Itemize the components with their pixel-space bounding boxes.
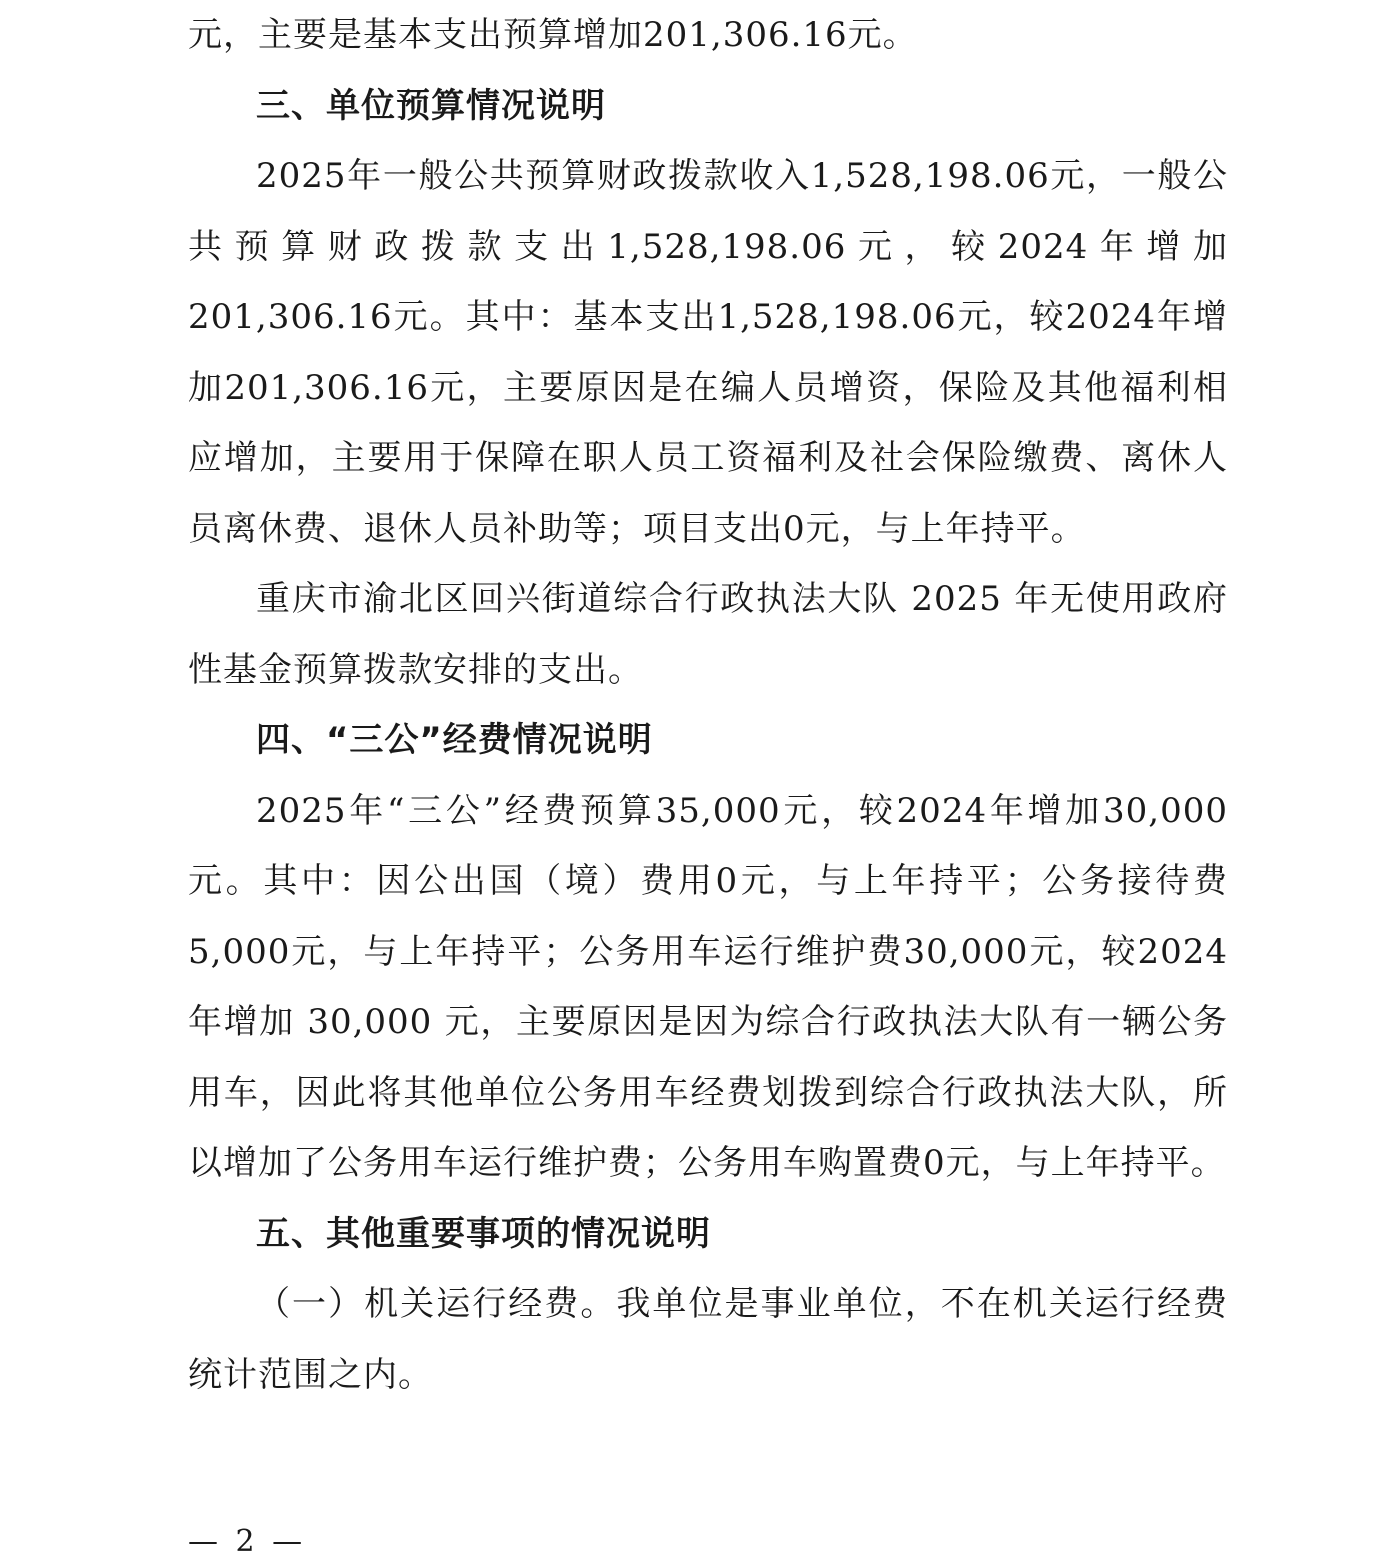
budget-paragraph: 2025年一般公共预算财政拨款收入1,528,198.06元，一般公共预算财政拨款支出1,528,198.06元，较2024年增加201,306.16元。其中：基本支出1,528,198.06元，较2024年增加201,306.16元，主要原因是在编人员增资，保险及其他福利相应增加，主要用于保障在职人员工资福利及社会保险缴费、离休人员离休费、退休人员补助等；项目支出0元，与上年持平。 — [188, 156, 1228, 549]
page-number: — 2 — — [188, 1524, 307, 1559]
section-heading-4: 四、“三公”经费情况说明 — [256, 720, 653, 760]
three-public-paragraph: 2025年“三公”经费预算35,000元，较2024年增加30,000元。其中：因公出国（境）费用0元，与上年持平；公务接待费5,000元，与上年持平；公务用车运行维护费30,000元，较2024年增加 30,000 元，主要原因是因为综合行政执法大队有一辆公务用车，因此将其他单位公务用车经费划拨到综合行政执法大队，所以增加了公务用车运行维护费；公务用车购置费0元，与上年持平。 — [188, 790, 1228, 1183]
section-heading-3: 三、单位预算情况说明 — [256, 85, 606, 126]
section-heading-5: 五、其他重要事项的情况说明 — [256, 1213, 711, 1254]
operating-cost-paragraph: （一）机关运行经费。我单位是事业单位，不在机关运行经费统计范围之内。 — [188, 1284, 1228, 1395]
continuation-paragraph: 元，主要是基本支出预算增加201,306.16元。 — [188, 15, 918, 55]
document-body — [188, 0, 1228, 1410]
fund-paragraph: 重庆市渝北区回兴街道综合行政执法大队 2025 年无使用政府性基金预算拨款安排的支出。 — [188, 579, 1228, 690]
